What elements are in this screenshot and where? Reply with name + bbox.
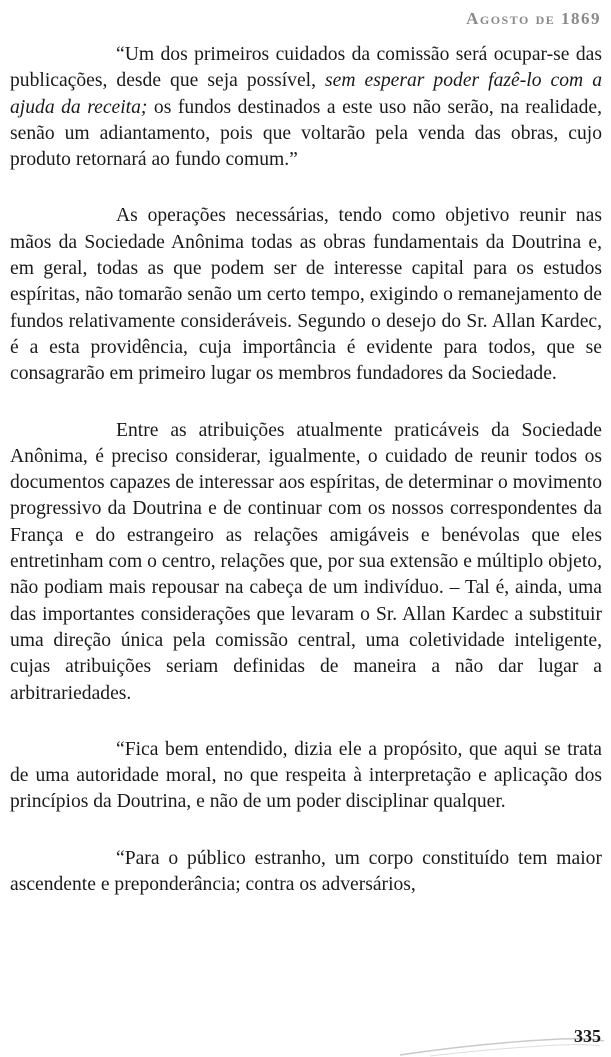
paragraph-5-text: “Para o público estranho, um corpo constituído tem maior ascendente e preponderância; contra os adversários, (10, 847, 602, 896)
paragraph-4-text: “Fica bem entendido, dizia ele a propósito, que aqui se trata de uma autoridade moral, no que respeita à interpretação e aplicação dos princípios da Doutrina, e não de um poder disciplinar qualquer. (10, 738, 602, 813)
paragraph-2-text: As operações necessárias, tendo como objetivo reunir nas mãos da Sociedade Anônima todas as obras fundamentais da Doutrina e, em geral, todas as que podem ser de interesse capital para os estudos espíritas, não tomarão senão um certo tempo, exigindo o remanejamento de fundos relativamente consideráveis. Segundo o desejo do Sr. Allan Kardec, é a esta providência, cuja importância é evidente para todos, que se consagrarão em primeiro lugar os membros fundadores da Sociedade. (10, 205, 602, 385)
footer (0, 1017, 611, 1057)
paragraph-2 (10, 203, 602, 387)
paragraph-4 (10, 737, 602, 816)
paragraph-1-italic: sem esperar poder fazê-lo com a ajuda da receita; (10, 70, 602, 118)
paragraph-1-text: “Um dos primeiros cuidados da comissão será ocupar-se das publicações, desde que seja possível, (10, 44, 602, 92)
paragraph-1-text-end: os fundos destinados a este uso não serão, na realidade, senão um adiantamento, pois que voltarão pela venda das obras, cujo produto retornará ao fundo comum.” (10, 96, 602, 171)
paragraph-5 (10, 846, 602, 899)
page-number-swoosh-icon (0, 1017, 611, 1057)
page-body (10, 42, 602, 928)
paragraph-3-text: Entre as atribuições atualmente praticáveis da Sociedade Anônima, é preciso considerar, igualmente, o cuidado de reunir todos os documentos capazes de interessar aos espíritas, de determinar o movimento progressivo da Doutrina e de continuar com os nossos correspondentes da França e do estrangeiro as relações amigáveis e benévolas que eles entretinham com o centro, relações que, por sua extensão e múltiplo objeto, não podiam mais repousar na cabeça de um indivíduo. – Tal é, ainda, uma das importantes considerações que levaram o Sr. Allan Kardec a substituir uma direção única pela comissão central, uma coletividade inteligente, cujas atribuições seriam definidas de maneira a não dar lugar a arbitrariedades. (10, 419, 602, 704)
paragraph-1 (10, 42, 602, 173)
running-header: Agosto de 1869 (466, 9, 601, 28)
page-number: 335 (574, 1026, 601, 1046)
paragraph-3 (10, 418, 602, 707)
